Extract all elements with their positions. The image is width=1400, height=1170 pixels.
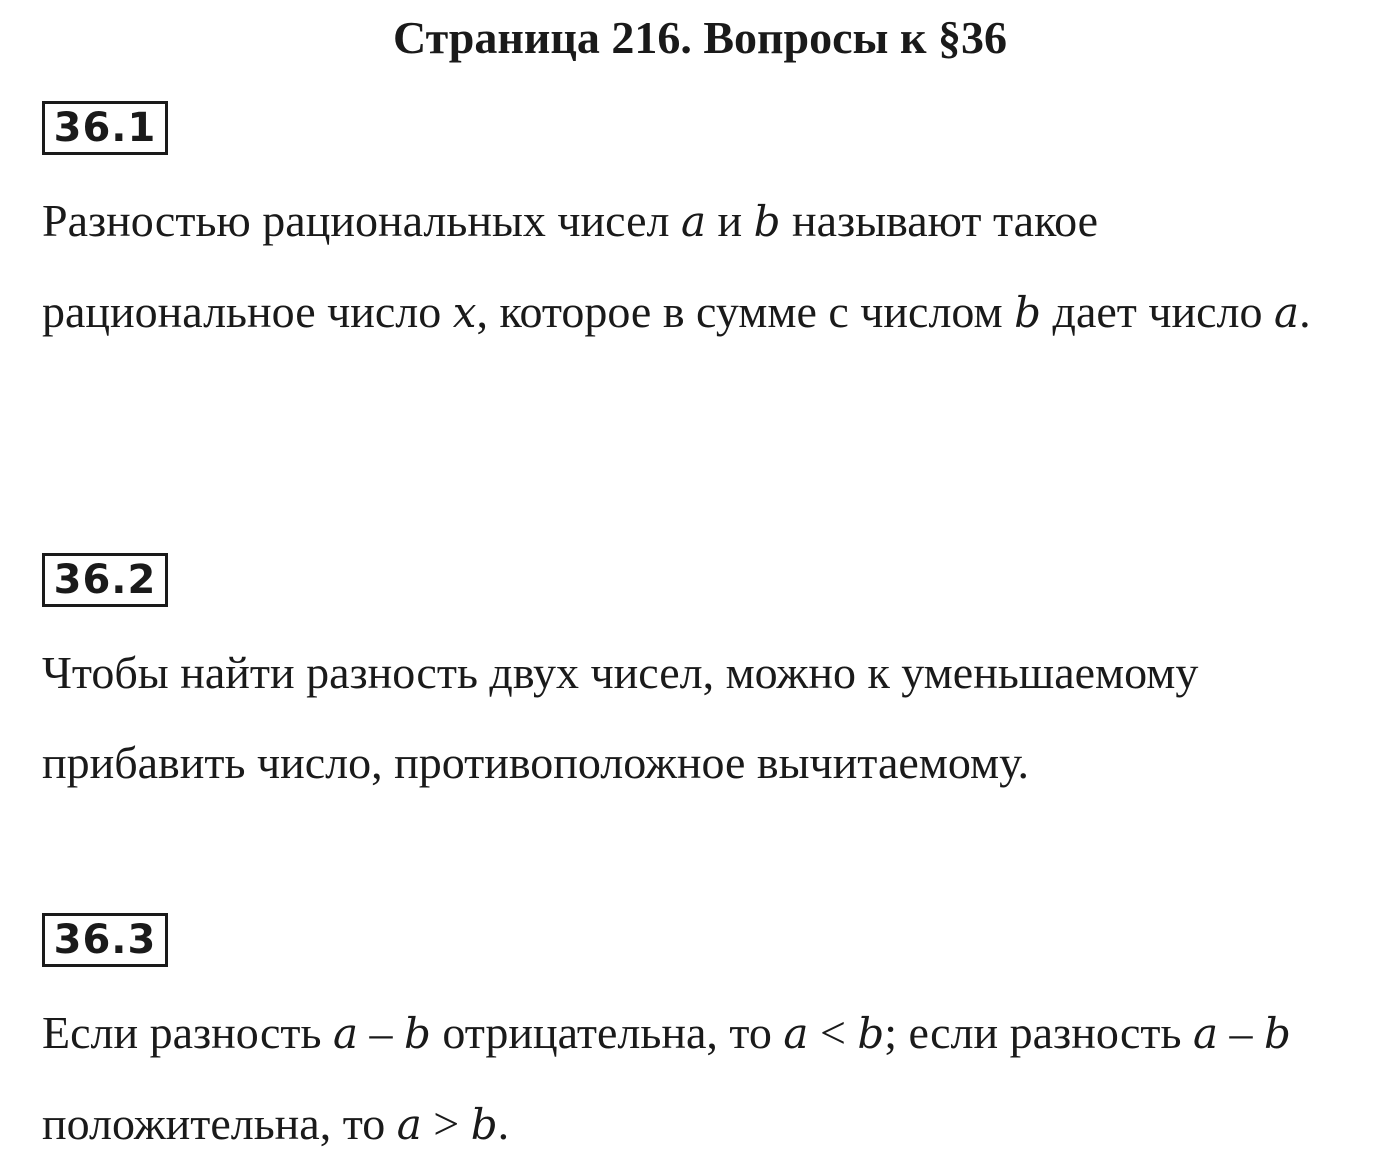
text-run: . (497, 1098, 510, 1149)
exercise-number-badge: 36.3 (42, 913, 168, 967)
text-run: . (1299, 286, 1311, 337)
exercise-number-badge: 36.2 (42, 553, 168, 607)
text-run: < (808, 1007, 858, 1058)
text-run: дает число (1041, 286, 1275, 337)
text-run: , которое в сумме с числом (476, 286, 1015, 337)
exercise-number-badge: 36.1 (42, 101, 168, 155)
text-run: отрицательна, то (430, 1007, 784, 1058)
text-run: Разностью рациональных чисел (42, 195, 681, 246)
answer-text (42, 628, 1372, 808)
text-run: – (1218, 1007, 1265, 1058)
math-variable: a (680, 197, 706, 246)
answer-text (42, 988, 1372, 1170)
math-variable: b (1014, 288, 1042, 337)
page-title: Страница 216. Вопросы к §36 (393, 12, 1007, 63)
math-variable: a (1274, 288, 1300, 337)
text-run: Чтобы найти разность двух чисел, можно к уменьшаемому прибавить число, противоположное вычитаемому. (42, 647, 1199, 788)
math-variable: a (783, 1009, 809, 1058)
text-run: > (421, 1098, 471, 1149)
text-run: называют такое рациональное число (42, 195, 1099, 337)
math-variable: a (332, 1009, 358, 1058)
math-variable: b (403, 1009, 431, 1058)
answer-text (42, 176, 1372, 358)
math-variable: b (857, 1009, 885, 1058)
text-run: положительна, то (42, 1098, 397, 1149)
math-variable: b (470, 1100, 498, 1149)
math-variable: a (396, 1100, 422, 1149)
math-variable: b (753, 197, 781, 246)
text-run: и (706, 195, 754, 246)
text-run: ; если разность (884, 1007, 1193, 1058)
math-variable: x (452, 288, 477, 337)
math-variable: a (1192, 1009, 1219, 1058)
math-variable: b (1264, 1009, 1291, 1058)
text-run: – (357, 1007, 404, 1058)
text-run: Если разность (42, 1007, 333, 1058)
